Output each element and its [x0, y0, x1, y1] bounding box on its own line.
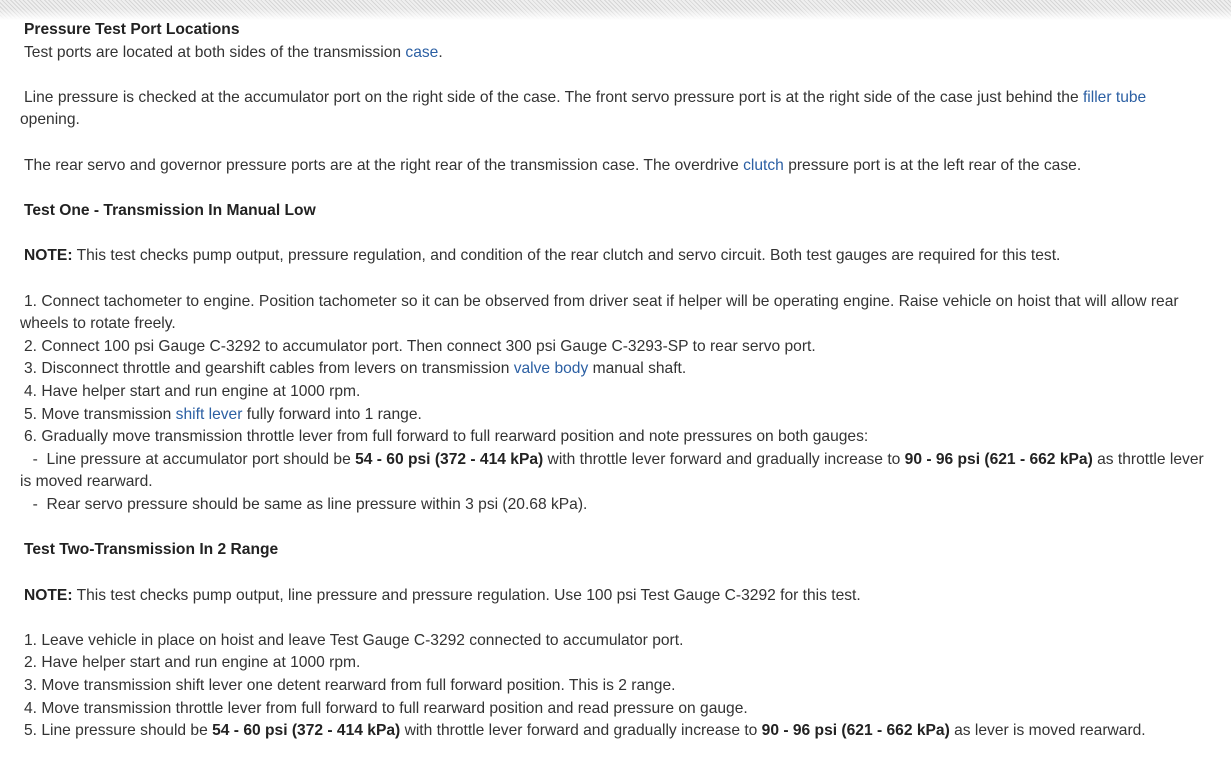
step-5-test-two: 5. Line pressure should be 54 - 60 psi (372 - 414 kPa) with throttle lever forward and gradually increase to 90 - 96 psi (621 - 662 kPa) as lever is moved rearward.: [24, 722, 1146, 740]
section-heading-port-locations: Pressure Test Port Locations: [24, 21, 240, 38]
step-3-test-two: 3. Move transmission shift lever one detent rearward from full forward position. This is 2 range.: [24, 676, 676, 694]
step-2-test-two: 2. Have helper start and run engine at 1000 rpm.: [24, 654, 361, 672]
link-case[interactable]: case: [405, 43, 439, 61]
document-body: [20, 19, 1231, 743]
bullet-line-pressure-cont: is moved rearward.: [20, 473, 153, 491]
link-valve-body[interactable]: valve body: [513, 360, 589, 378]
step-2-test-one: 2. Connect 100 psi Gauge C-3292 to accumulator port. Then connect 300 psi Gauge C-3293-SP to rear servo port.: [24, 337, 816, 355]
section-heading-test-one: Test One - Transmission In Manual Low: [24, 202, 316, 220]
paragraph-test-ports: Test ports are located at both sides of the transmission case.: [24, 43, 443, 61]
note-test-two: NOTE: This test checks pump output, line pressure and pressure regulation. Use 100 psi Test Gauge C-3292 for this test.: [24, 586, 861, 604]
step-1-test-one-cont: wheels to rotate freely.: [20, 315, 176, 333]
bullet-rear-servo: - Rear servo pressure should be same as line pressure within 3 psi (20.68 kPa).: [24, 495, 588, 513]
step-6-test-one: 6. Gradually move transmission throttle lever from full forward to full rearward position and note pressures on both gauges:: [24, 428, 869, 446]
paragraph-line-pressure: Line pressure is checked at the accumulator port on the right side of the case. The front servo pressure port is at the right side of the case just behind the filler tube: [24, 88, 1147, 106]
step-5-test-one: 5. Move transmission shift lever fully forward into 1 range.: [24, 405, 422, 423]
paragraph-line-pressure-cont: opening.: [20, 111, 80, 129]
step-3-test-one: 3. Disconnect throttle and gearshift cables from levers on transmission valve body manual shaft.: [24, 360, 687, 378]
link-clutch[interactable]: clutch: [743, 156, 784, 174]
step-1-test-two: 1. Leave vehicle in place on hoist and leave Test Gauge C-3292 connected to accumulator port.: [24, 631, 684, 649]
link-shift-lever[interactable]: shift lever: [175, 405, 243, 423]
step-4-test-two: 4. Move transmission throttle lever from full forward to full rearward position and read pressure on gauge.: [24, 699, 748, 717]
step-4-test-one: 4. Have helper start and run engine at 1000 rpm.: [24, 382, 361, 400]
section-heading-test-two: Test Two-Transmission In 2 Range: [24, 541, 279, 559]
link-filler-tube[interactable]: filler tube: [1082, 88, 1147, 106]
paragraph-rear-servo-ports: The rear servo and governor pressure ports are at the right rear of the transmission case. The overdrive clutch pressure port is at the left rear of the case.: [24, 156, 1082, 174]
step-1-test-one: 1. Connect tachometer to engine. Position tachometer so it can be observed from driver seat if helper will be operating engine. Raise vehicle on hoist that will allow rear: [24, 292, 1179, 310]
note-label: NOTE:: [24, 586, 73, 604]
note-test-one: NOTE: This test checks pump output, pressure regulation, and condition of the rear clutch and servo circuit. Both test gauges are required for this test.: [24, 247, 1061, 265]
note-label: NOTE:: [24, 247, 73, 265]
header-strip: [0, 0, 1231, 20]
bullet-line-pressure: - Line pressure at accumulator port should be 54 - 60 psi (372 - 414 kPa) with throttle lever forward and gradually increase to 90 - 96 psi (621 - 662 kPa) as throttle lever: [24, 450, 1204, 468]
